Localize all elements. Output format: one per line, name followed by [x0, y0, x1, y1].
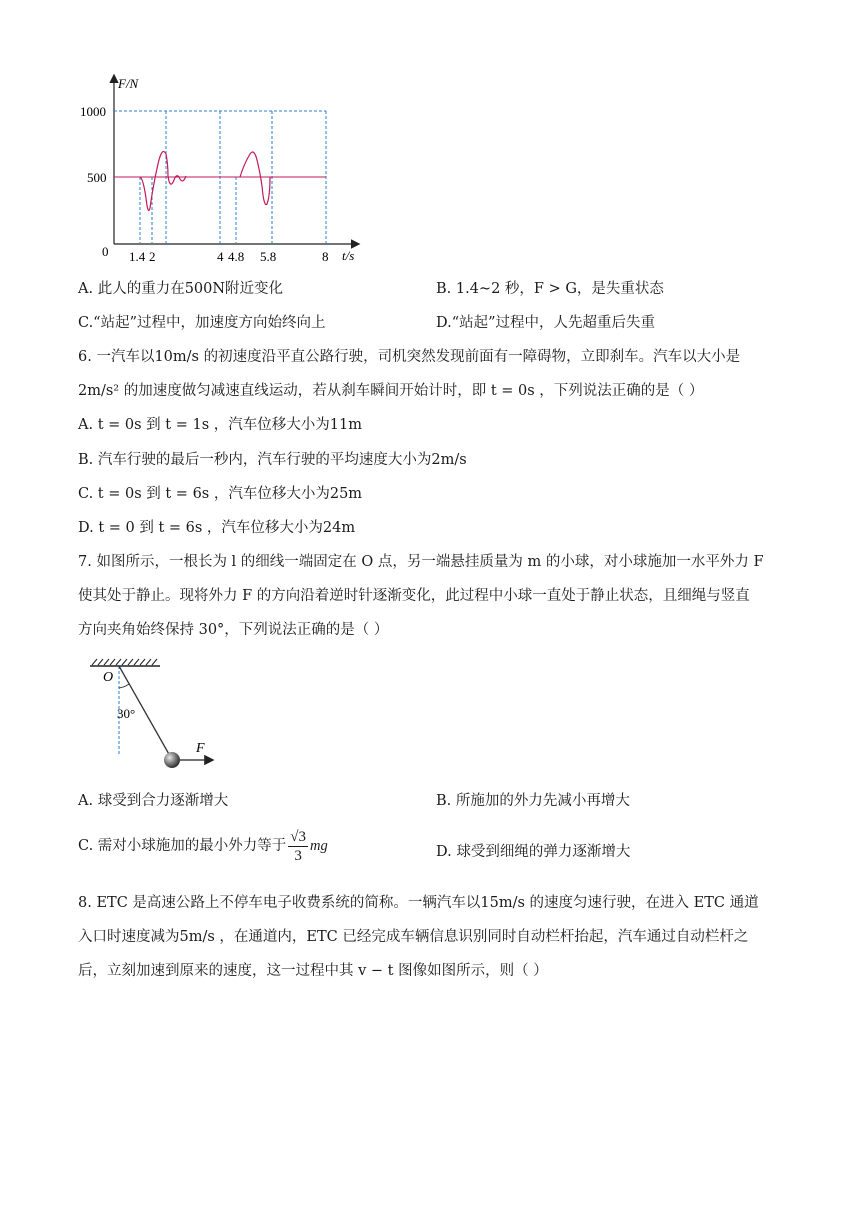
point-label-o: O [103, 670, 114, 685]
q6-option-c: C. t = 0s 到 t = 6s ，汽车位移大小为25m [78, 486, 363, 502]
x-tick-2: 2 [149, 249, 156, 264]
fraction-numerator: √3 [290, 828, 307, 845]
stand-curve [240, 152, 270, 205]
angle-arc [119, 684, 129, 688]
q7-option-b: B. 所施加的外力先减小再增大 [436, 793, 630, 809]
q6-option-a: A. t = 0s 到 t = 1s ，汽车位移大小为11m [78, 417, 362, 433]
q8-stem-line2: 入口时速度减为5m/s ，在通道内，ETC 已经完成车辆信息识别同时自动栏杆抬起，汽车通过自动栏杆之 [78, 929, 749, 945]
q5-option-a: A. 此人的重力在500N附近变化 [78, 281, 284, 297]
fraction-denominator: 3 [294, 847, 302, 864]
x-tick-4.8: 4.8 [228, 249, 245, 264]
ceiling-hatch [92, 659, 157, 665]
q6-stem-line1: 6. 一汽车以10m/s 的初速度沿平直公路行驶，司机突然发现前面有一障碍物，立即刹车。汽车以大小是 [78, 349, 741, 365]
q7-option-c-suffix: mg [310, 838, 328, 854]
q5-option-d: D.“站起”过程中，人先超重后失重 [436, 315, 656, 331]
force-time-graph [80, 68, 370, 268]
q6-stem-line2: 2m/s² 的加速度做匀减速直线运动，若从刹车瞬间开始计时，即 t = 0s ，下列说法正确的是（ ） [78, 383, 704, 399]
q7-option-c [78, 826, 328, 866]
q6-option-d: D. t = 0 到 t = 6s ，汽车位移大小为24m [78, 520, 356, 536]
x-axis-label: t/s [342, 248, 355, 263]
x-tick-4: 4 [217, 249, 224, 264]
fraction-sqrt3-over-3 [288, 828, 308, 865]
pendulum-figure [84, 656, 224, 778]
x-tick-5.8: 5.8 [260, 249, 277, 264]
q5-option-c: C.“站起”过程中，加速度方向始终向上 [78, 315, 326, 331]
angle-label: 30° [117, 706, 136, 721]
q7-option-c-text: C. 需对小球施加的最小外力等于 [78, 838, 287, 854]
y-tick-1000: 1000 [80, 104, 106, 119]
y-tick-500: 500 [87, 170, 107, 185]
force-label: F [196, 741, 205, 756]
q7-stem-line1: 7. 如图所示，一根长为 l 的细线一端固定在 O 点，另一端悬挂质量为 m 的小球，对小球施加一水平外力 F [78, 554, 764, 570]
squat-curve [140, 152, 186, 211]
q7-stem-line2: 使其处于静止。现将外力 F 的方向沿着逆时针逐渐变化，此过程中小球一直处于静止状态，且细绳与竖直 [78, 588, 750, 604]
q7-option-d: D. 球受到细绳的弹力逐渐增大 [436, 844, 631, 860]
x-tick-8: 8 [322, 249, 329, 264]
q8-stem-line3: 后，立刻加速到原来的速度，这一过程中其 v − t 图像如图所示，则（ ） [78, 963, 548, 979]
y-tick-0: 0 [102, 244, 109, 259]
q7-stem-line3: 方向夹角始终保持 30°，下列说法正确的是（ ） [78, 622, 389, 638]
y-axis-label: F/N [118, 76, 139, 91]
q5-option-b: B. 1.4~2 秒，F > G，是失重状态 [436, 281, 664, 297]
q6-option-b: B. 汽车行驶的最后一秒内，汽车行驶的平均速度大小为2m/s [78, 452, 467, 468]
q8-stem-line1: 8. ETC 是高速公路上不停车电子收费系统的简称。一辆汽车以15m/s 的速度匀速行驶，在进入 ETC 通道 [78, 895, 759, 911]
x-tick-1.4: 1.4 [129, 249, 146, 264]
ball [164, 752, 180, 768]
q7-option-a: A. 球受到合力逐渐增大 [78, 793, 229, 809]
